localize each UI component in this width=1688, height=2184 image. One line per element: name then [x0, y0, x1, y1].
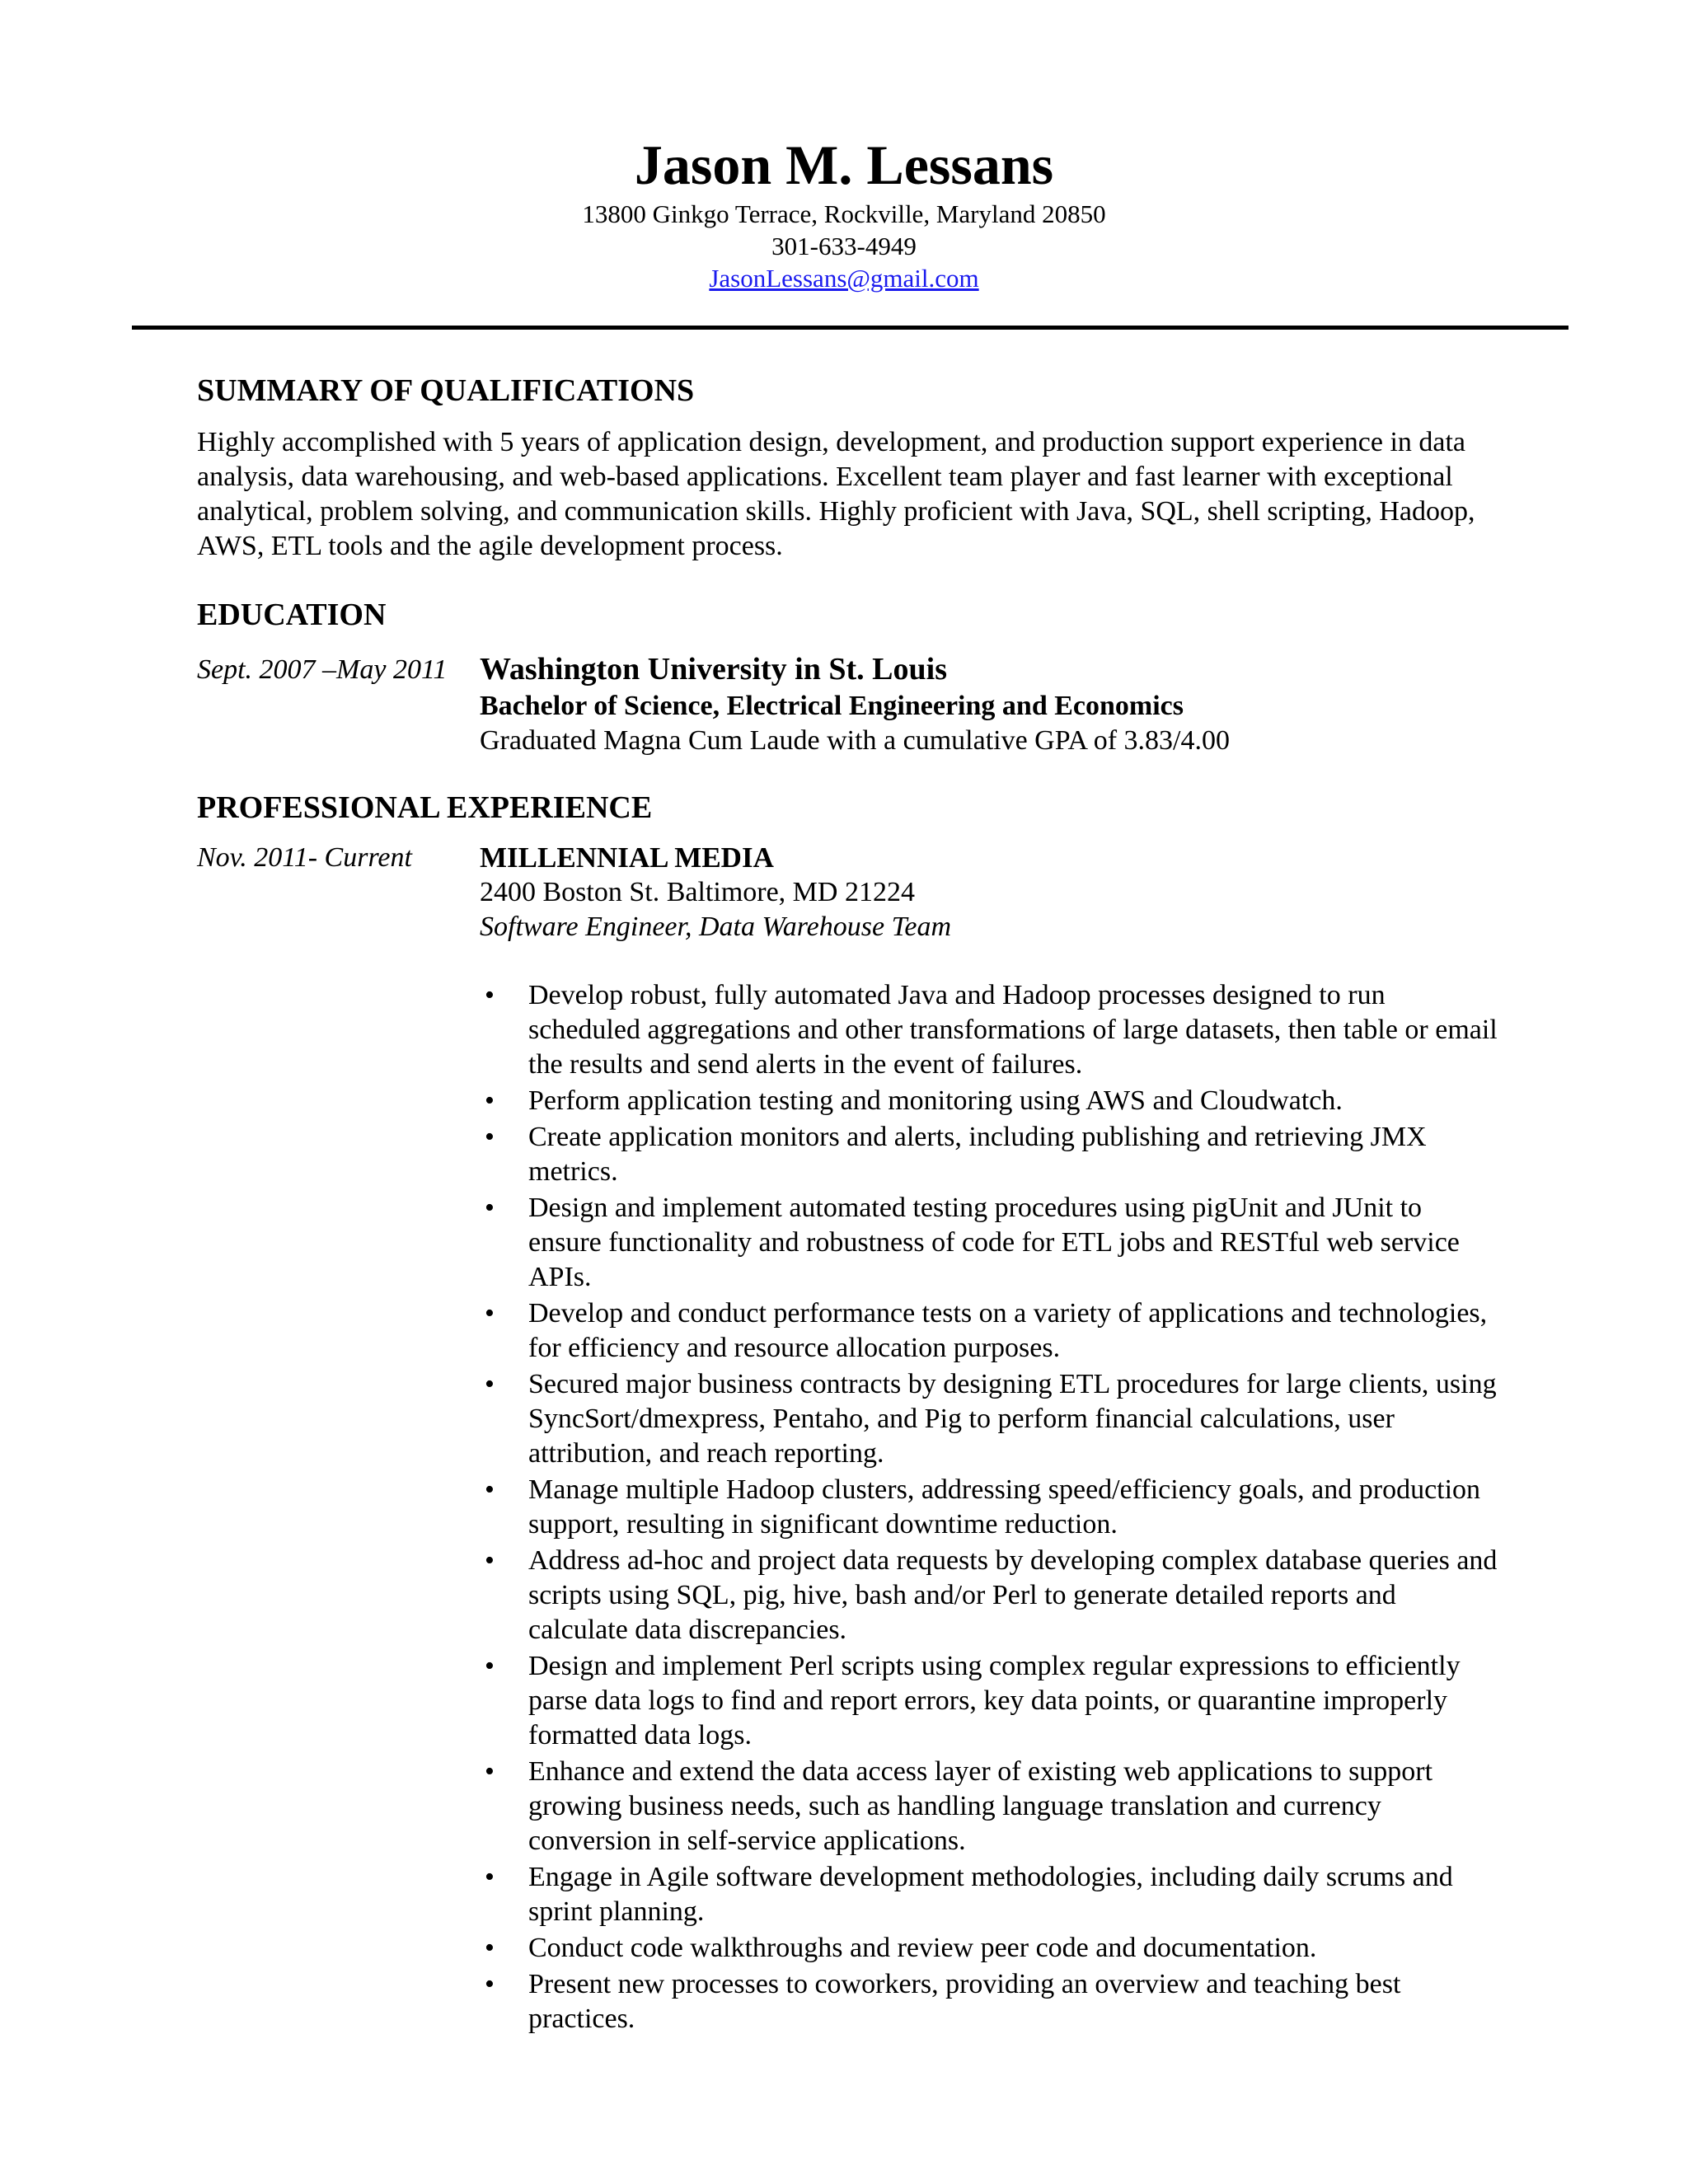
employer-name: MILLENNIAL MEDIA	[480, 841, 774, 874]
list-item: • Create application monitors and alerts, including publishing and retrieving JMX metrics.	[485, 1122, 1427, 1187]
school-name: Washington University in St. Louis	[480, 652, 947, 687]
email-link[interactable]: JasonLessans@gmail.com	[709, 264, 979, 293]
list-item: • Engage in Agile software development methodologies, including daily scrums and sprint planning.	[485, 1862, 1453, 1927]
list-item: • Secured major business contracts by designing ETL procedures for large clients, using SyncSort/dmexpress, Pentaho, and Pig to perform financial calculations, user attribution, and reach reporting.	[485, 1369, 1497, 1469]
experience-bullet-list	[480, 978, 1502, 2038]
education-details	[480, 649, 1230, 758]
list-item: • Design and implement automated testing procedures using pigUnit and JUnit to ensure functionality and robustness of code for ETL jobs and RESTful web service APIs.	[485, 1193, 1460, 1292]
list-item: • Present new processes to coworkers, providing an overview and teaching best practices.	[485, 1969, 1401, 2034]
degree: Bachelor of Science, Electrical Engineering and Economics	[480, 691, 1184, 721]
resume-header	[0, 132, 1688, 294]
list-item: • Conduct code walkthroughs and review peer code and documentation.	[485, 1933, 1317, 1963]
employer-address: 2400 Boston St. Baltimore, MD 21224	[480, 877, 915, 907]
education-heading: EDUCATION	[197, 598, 387, 632]
job-title: Software Engineer, Data Warehouse Team	[480, 912, 952, 942]
address-line: 13800 Ginkgo Terrace, Rockville, Maryland 20850	[582, 199, 1106, 228]
list-item: • Manage multiple Hadoop clusters, addressing speed/efficiency goals, and production support, resulting in significant downtime reduction.	[485, 1474, 1481, 1540]
list-item: • Address ad-hoc and project data requests by developing complex database queries and scripts using SQL, pig, hive, bash and/or Perl to generate detailed reports and calculate data discrepancies.	[485, 1545, 1498, 1645]
header-divider	[132, 326, 1568, 330]
list-item: • Develop robust, fully automated Java and Hadoop processes designed to run scheduled aggregations and other transformations of large datasets, then table or email the results and send alerts in the event of failures.	[485, 980, 1498, 1080]
list-item: • Design and implement Perl scripts using complex regular expressions to efficiently parse data logs to find and report errors, key data points, or quarantine improperly formatted data logs.	[485, 1651, 1461, 1750]
list-item: • Enhance and extend the data access layer of existing web applications to support growing business needs, such as handling language translation and currency conversion in self-service applications.	[485, 1756, 1433, 1856]
experience-heading: PROFESSIONAL EXPERIENCE	[197, 790, 653, 825]
education-dates: Sept. 2007 –May 2011	[197, 654, 448, 685]
experience-details	[480, 841, 951, 944]
honors: Graduated Magna Cum Laude with a cumulative GPA of 3.83/4.00	[480, 725, 1230, 756]
phone-line: 301-633-4949	[771, 232, 917, 260]
summary-heading: SUMMARY OF QUALIFICATIONS	[197, 373, 695, 408]
experience-dates: Nov. 2011- Current	[197, 842, 412, 873]
candidate-name: Jason M. Lessans	[634, 134, 1054, 196]
list-item: • Perform application testing and monitoring using AWS and Cloudwatch.	[485, 1085, 1343, 1116]
summary-text: Highly accomplished with 5 years of application design, development, and production support experience in data analysis, data warehousing, and web-based applications. Excellent team player and fast learner with exceptional analytical, problem solving, and communication skills. Highly proficient with Java, SQL, shell scripting, Hadoop, AWS, ETL tools and the agile development process.	[197, 427, 1475, 561]
list-item: • Develop and conduct performance tests on a variety of applications and technologies, for efficiency and resource allocation purposes.	[485, 1298, 1488, 1363]
